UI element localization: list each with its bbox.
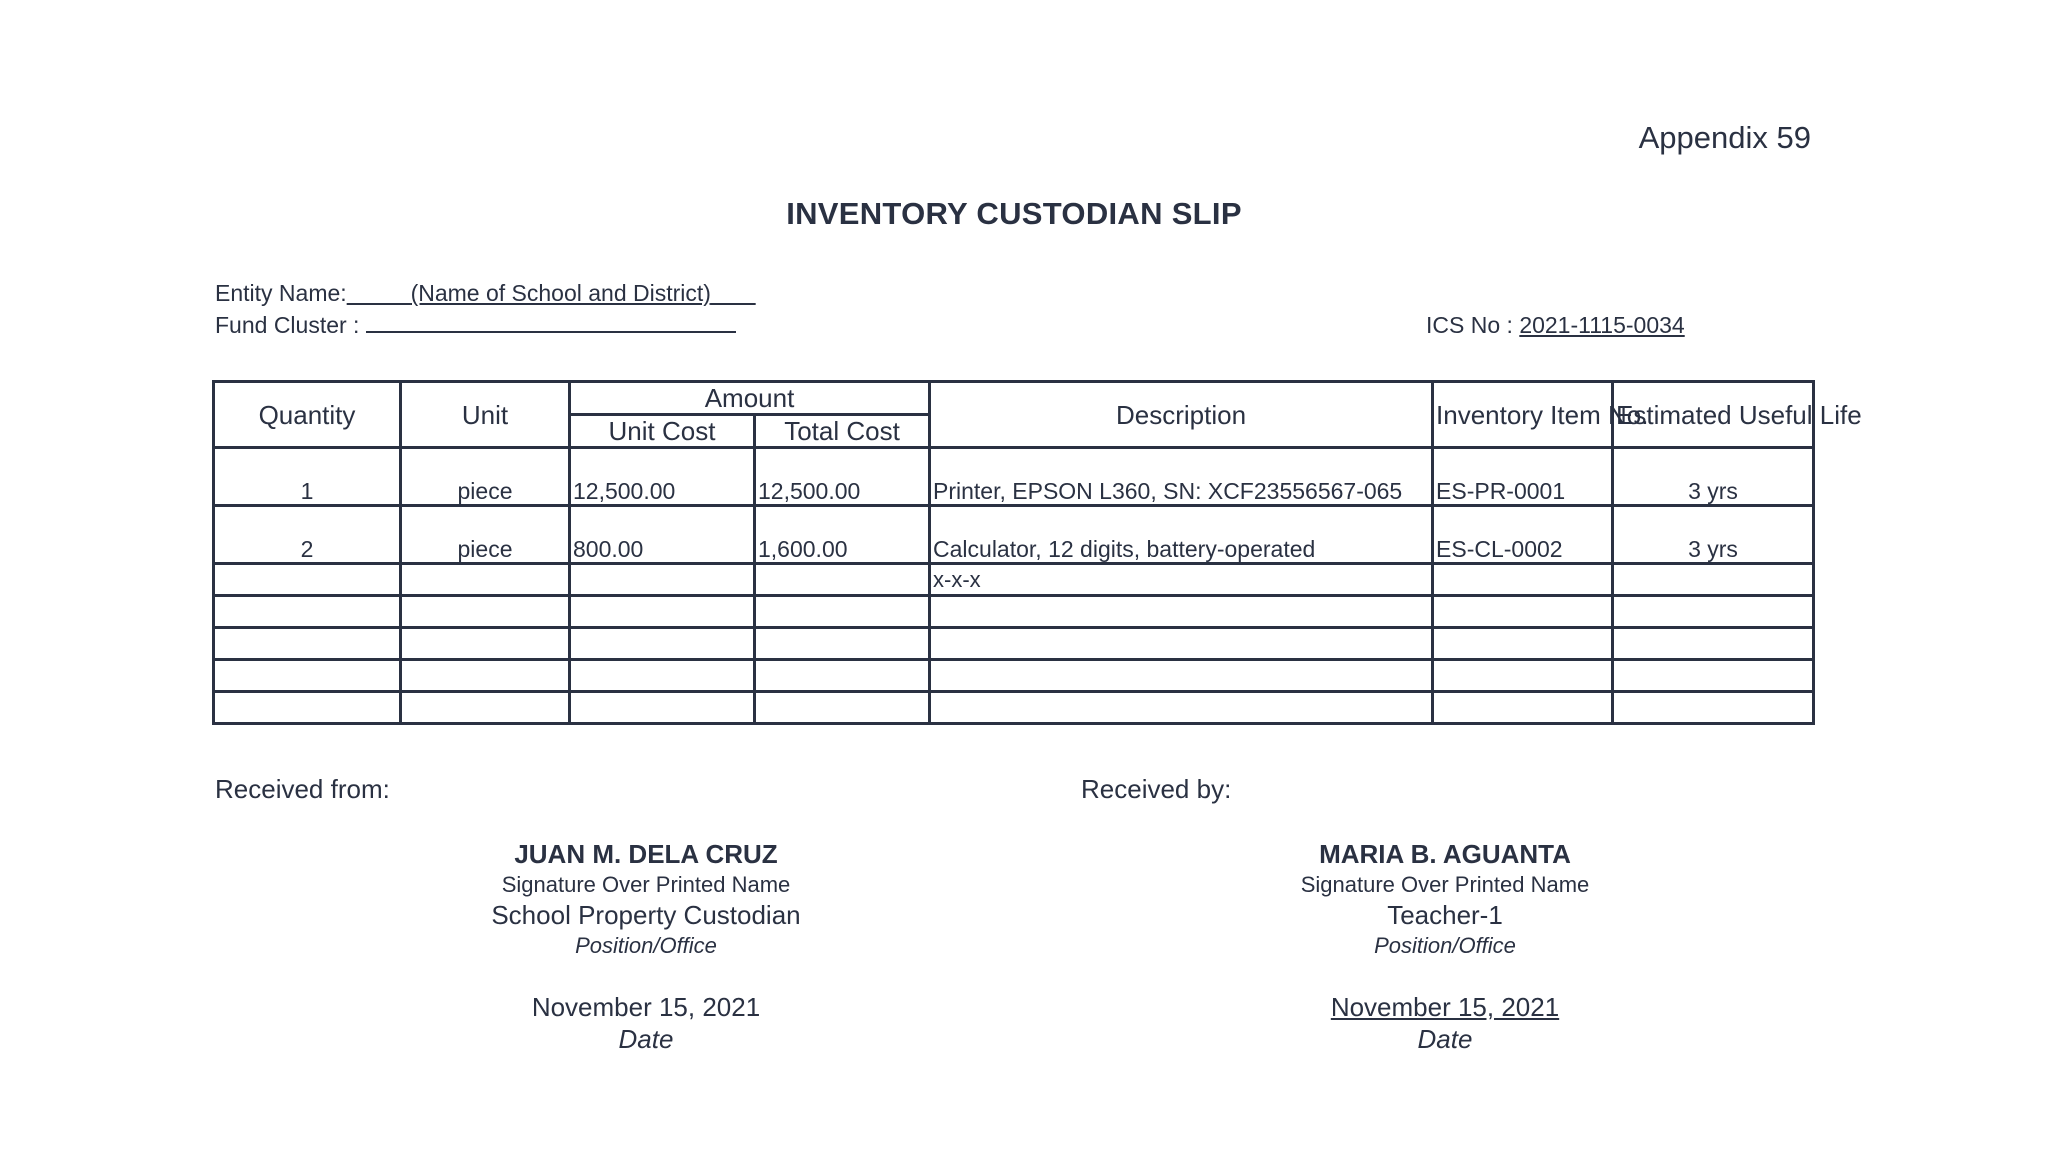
cell-quantity: 2 (214, 506, 401, 564)
table-row (214, 506, 1814, 564)
cell-total-cost: 12,500.00 (755, 448, 930, 506)
cell-total-cost: 1,600.00 (755, 506, 930, 564)
end-of-list-marker: x-x-x (930, 564, 1433, 596)
cell-unit-cost: 800.00 (570, 506, 755, 564)
received-by-position: Teacher-1 (1387, 900, 1503, 930)
cell-quantity: 1 (214, 448, 401, 506)
cell-useful-life: 3 yrs (1613, 448, 1814, 506)
received-by-signature-caption: Signature Over Printed Name (1300, 872, 1590, 897)
table-row (214, 596, 1814, 628)
ics-number-value: 2021-1115-0034 (1519, 312, 1685, 338)
header-total-cost: Total Cost (755, 415, 930, 448)
received-from-date: November 15, 2021 (531, 992, 761, 1022)
received-from-signature-caption: Signature Over Printed Name (501, 872, 791, 897)
cell-useful-life: 3 yrs (1613, 506, 1814, 564)
received-from-position-caption: Position/Office (575, 933, 717, 958)
header-description: Description (930, 382, 1433, 448)
table-row (214, 660, 1814, 692)
received-from-signature-block (393, 838, 899, 1055)
table-row (214, 628, 1814, 660)
entity-name-field (215, 280, 756, 307)
ics-number-field (1426, 312, 1685, 339)
received-by-date: November 15, 2021 (1330, 992, 1560, 1022)
cell-unit: piece (401, 448, 570, 506)
table-row (214, 692, 1814, 724)
cell-item-no: ES-CL-0002 (1433, 506, 1613, 564)
received-from-name: JUAN M. DELA CRUZ (514, 839, 778, 869)
entity-name-label: Entity Name: (215, 280, 347, 306)
received-from-position: School Property Custodian (491, 900, 801, 930)
inventory-table (212, 380, 1862, 725)
received-from-date-caption: Date (618, 1024, 674, 1054)
header-unit: Unit (401, 382, 570, 448)
header-amount: Amount (570, 382, 930, 415)
cell-description: Calculator, 12 digits, battery-operated (930, 506, 1433, 564)
received-by-date-caption: Date (1417, 1024, 1473, 1054)
ics-number-label: ICS No : (1426, 312, 1513, 338)
cell-unit: piece (401, 506, 570, 564)
fund-cluster-blank (366, 330, 736, 333)
received-from-label: Received from: (215, 774, 390, 804)
cell-description: Printer, EPSON L360, SN: XCF23556567-065 (930, 448, 1433, 506)
received-by-position-caption: Position/Office (1374, 933, 1516, 958)
header-inventory-item-no: Inventory Item No. (1433, 382, 1613, 448)
appendix-label: Appendix 59 (1638, 120, 1811, 155)
header-useful-life: Estimated Useful Life (1613, 382, 1814, 448)
entity-name-value: (Name of School and District) (410, 280, 711, 306)
page-title: INVENTORY CUSTODIAN SLIP (786, 196, 1242, 231)
received-by-label: Received by: (1081, 774, 1232, 804)
fund-cluster-field (215, 312, 736, 339)
cell-item-no: ES-PR-0001 (1433, 448, 1613, 506)
received-by-signature-block (1192, 838, 1698, 1055)
cell-unit-cost: 12,500.00 (570, 448, 755, 506)
table-row (214, 564, 1814, 596)
fund-cluster-label: Fund Cluster : (215, 312, 360, 338)
table-row (214, 448, 1814, 506)
header-unit-cost: Unit Cost (570, 415, 755, 448)
header-quantity: Quantity (214, 382, 401, 448)
received-by-name: MARIA B. AGUANTA (1319, 839, 1571, 869)
